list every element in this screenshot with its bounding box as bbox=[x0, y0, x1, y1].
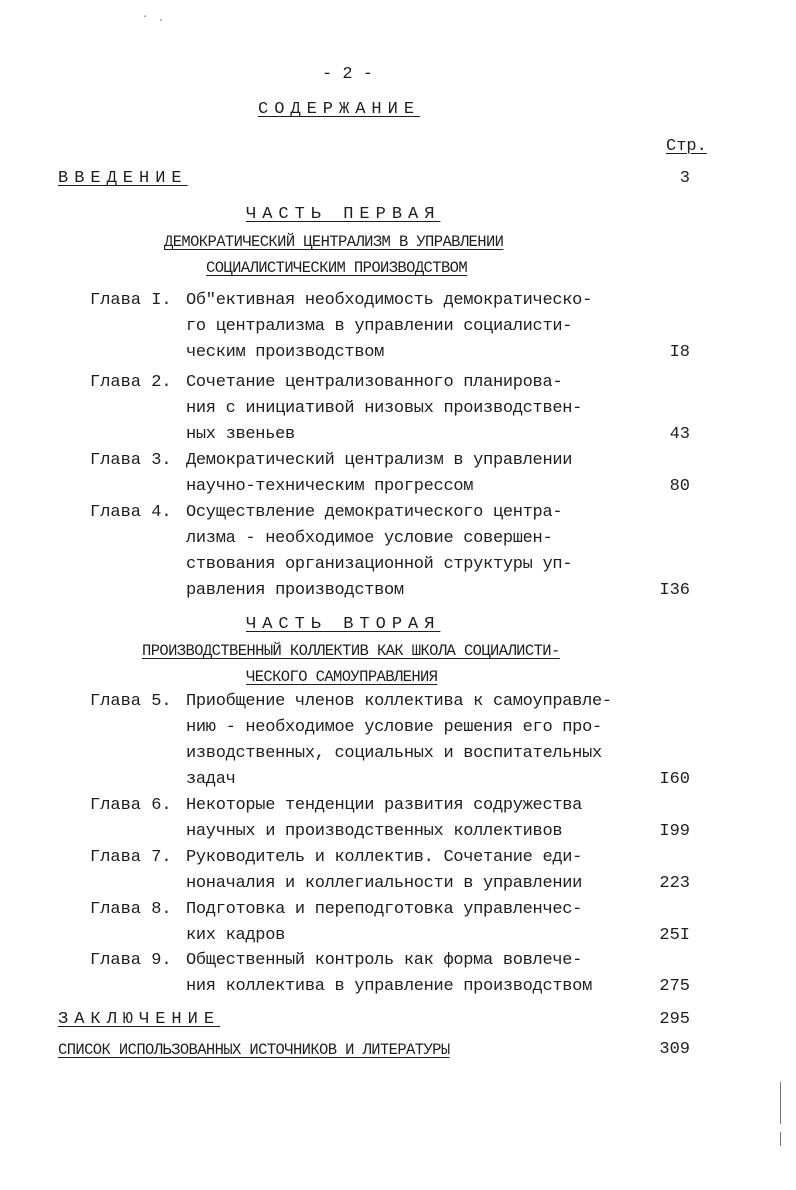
chapter-page: 43 bbox=[669, 425, 690, 444]
chapter-label: Глава 4. bbox=[90, 503, 172, 522]
chapter-title-line: научных и производственных коллективов bbox=[186, 822, 563, 841]
chapter-title-line: лизма - необходимое условие совершен- bbox=[186, 529, 553, 548]
chapter-title-line: научно-техническим прогрессом bbox=[186, 477, 474, 496]
chapter-title-line: Руководитель и коллектив. Сочетание еди- bbox=[186, 848, 583, 867]
chapter-title-line: ния коллектива в управление производством bbox=[186, 977, 592, 996]
chapter-title-line: равления производством bbox=[186, 581, 404, 600]
bibliography-heading: СПИСОК ИСПОЛЬЗОВАННЫХ ИСТОЧНИКОВ И ЛИТЕРАТУРЫ bbox=[58, 1041, 450, 1059]
part1-subtitle-line: СОЦИАЛИСТИЧЕСКИМ ПРОИЗВОДСТВОМ bbox=[206, 259, 468, 277]
scan-margin-mark bbox=[780, 1082, 781, 1124]
chapter-label: Глава I. bbox=[90, 291, 172, 310]
scan-speck: · bbox=[158, 16, 165, 27]
chapter-label: Глава 8. bbox=[90, 900, 172, 919]
chapter-page: 275 bbox=[659, 977, 690, 996]
chapter-title-line: ствования организационной структуры уп- bbox=[186, 555, 573, 574]
chapter-title-line: Общественный контроль как форма вовлече- bbox=[186, 951, 583, 970]
scan-margin-mark bbox=[780, 1132, 781, 1146]
chapter-title-line: ных звеньев bbox=[186, 425, 295, 444]
chapter-title-line: ческим производством bbox=[186, 343, 385, 362]
chapter-title-line: Некоторые тенденции развития содружества bbox=[186, 796, 583, 815]
part2-subtitle-line: ПРОИЗВОДСТВЕННЫЙ КОЛЛЕКТИВ КАК ШКОЛА СОЦИАЛИСТИ- bbox=[142, 642, 560, 660]
scan-speck: · bbox=[142, 12, 149, 23]
chapter-title-line: ких кадров bbox=[186, 926, 286, 945]
chapter-title-line: Демократический централизм в управлении bbox=[186, 451, 573, 470]
chapter-page: 80 bbox=[669, 477, 690, 496]
intro-page: 3 bbox=[679, 169, 690, 188]
chapter-label: Глава 5. bbox=[90, 692, 172, 711]
part1-title: ЧАСТЬ ПЕРВАЯ bbox=[246, 205, 441, 224]
chapter-label: Глава 9. bbox=[90, 951, 172, 970]
page-number: - 2 - bbox=[322, 65, 374, 84]
chapter-title-line: ноначалия и коллегиальности в управлении bbox=[186, 874, 583, 893]
chapter-page: I8 bbox=[669, 343, 690, 362]
chapter-title-line: Сочетание централизованного планирова- bbox=[186, 373, 563, 392]
toc-title: СОДЕРЖАНИЕ bbox=[258, 100, 421, 119]
chapter-title-line: го централизма в управлении социалисти- bbox=[186, 317, 573, 336]
bibliography-page: 309 bbox=[659, 1040, 690, 1059]
chapter-page: I60 bbox=[659, 770, 690, 789]
chapter-label: Глава 3. bbox=[90, 451, 172, 470]
chapter-page: 25I bbox=[659, 926, 690, 945]
part2-title: ЧАСТЬ ВТОРАЯ bbox=[246, 615, 441, 634]
chapter-title-line: Приобщение членов коллектива к самоуправле- bbox=[186, 692, 612, 711]
chapter-title-line: задач bbox=[186, 770, 236, 789]
chapter-title-line: нию - необходимое условие решения его про- bbox=[186, 718, 602, 737]
page-column-label: Стр. bbox=[666, 137, 707, 156]
conclusion-heading: ЗАКЛЮЧЕНИЕ bbox=[58, 1010, 221, 1029]
conclusion-page: 295 bbox=[659, 1010, 690, 1029]
intro-heading: ВВЕДЕНИЕ bbox=[58, 169, 188, 188]
part1-subtitle-line: ДЕМОКРАТИЧЕСКИЙ ЦЕНТРАЛИЗМ В УПРАВЛЕНИИ bbox=[164, 233, 504, 251]
chapter-page: I36 bbox=[659, 581, 690, 600]
chapter-page: 223 bbox=[659, 874, 690, 893]
chapter-title-line: Осуществление демократического центра- bbox=[186, 503, 563, 522]
chapter-title-line: Об"ективная необходимость демократическо- bbox=[186, 291, 592, 310]
chapter-label: Глава 2. bbox=[90, 373, 172, 392]
chapter-title-line: Подготовка и переподготовка управленчес- bbox=[186, 900, 583, 919]
chapter-label: Глава 7. bbox=[90, 848, 172, 867]
chapter-title-line: ния с инициативой низовых производствен- bbox=[186, 399, 583, 418]
chapter-page: I99 bbox=[659, 822, 690, 841]
chapter-title-line: изводственных, социальных и воспитательных bbox=[186, 744, 602, 763]
part2-subtitle-line: ЧЕСКОГО САМОУПРАВЛЕНИЯ bbox=[246, 668, 438, 686]
chapter-label: Глава 6. bbox=[90, 796, 172, 815]
